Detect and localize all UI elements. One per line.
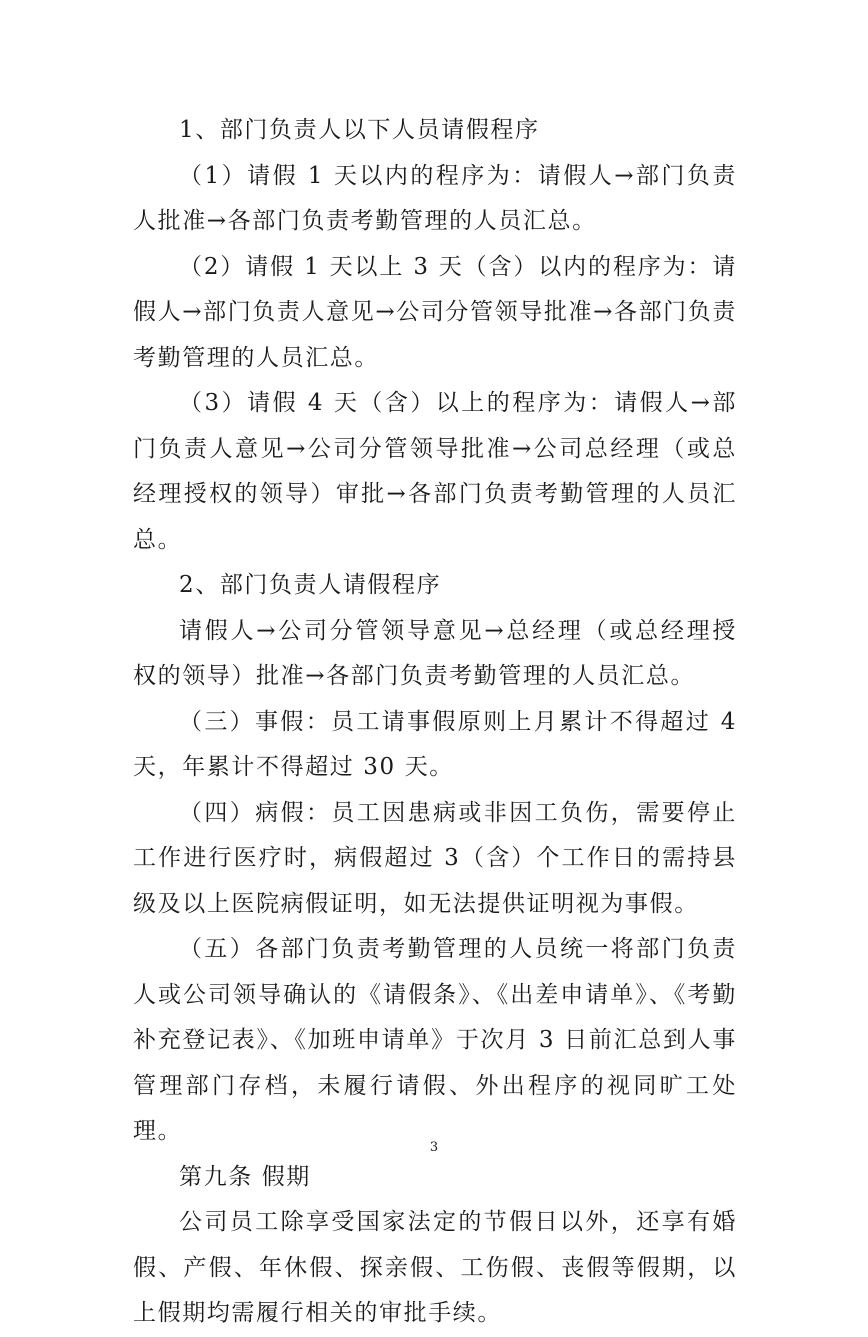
page-number: 3 [429, 1140, 439, 1155]
paragraph-holidays: 公司员工除享受国家法定的节假日以外，还享有婚假、产假、年休假、探亲假、工伤假、丧假等假期，以上假期均需履行相关的审批手续。 [133, 1209, 737, 1326]
paragraph-sick-leave: （四）病假：员工因患病或非因工负伤，需要停止工作进行医疗时，病假超过 3（含）个工作日的需持县级及以上医院病假证明，如无法提供证明视为事假。 [133, 799, 737, 917]
paragraph-head-leave-flow: 请假人→公司分管领导意见→总经理（或总经理授权的领导）批准→各部门负责考勤管理的人员汇总。 [133, 617, 737, 689]
paragraph-leave-procedure-staff-heading: 1、部门负责人以下人员请假程序 [179, 117, 540, 143]
paragraph-personal-leave: （三）事假：员工请事假原则上月累计不得超过 4 天，年累计不得超过 30 天。 [133, 708, 737, 780]
paragraph-leave-within-1-day: （1）请假 1 天以内的程序为：请假人→部门负责人批准→各部门负责考勤管理的人员汇总。 [133, 162, 737, 234]
paragraph-attendance-records: （五）各部门负责考勤管理的人员统一将部门负责人或公司领导确认的《请假条》、《出差申请单》、《考勤补充登记表》、《加班申请单》于次月 3 日前汇总到人事管理部门存档，未履行请假、外出程序的视同旷工处理。 [133, 936, 737, 1144]
paragraph-leave-1-to-3-days: （2）请假 1 天以上 3 天（含）以内的程序为：请假人→部门负责人意见→公司分管领导批准→各部门负责考勤管理的人员汇总。 [133, 253, 737, 371]
paragraph-leave-4-days-plus: （3）请假 4 天（含）以上的程序为：请假人→部门负责人意见→公司分管领导批准→公司总经理（或总经理授权的领导）审批→各部门负责考勤管理的人员汇总。 [133, 390, 737, 553]
paragraph-leave-procedure-head-heading: 2、部门负责人请假程序 [179, 572, 442, 598]
paragraph-article-nine-heading: 第九条 假期 [179, 1163, 311, 1190]
